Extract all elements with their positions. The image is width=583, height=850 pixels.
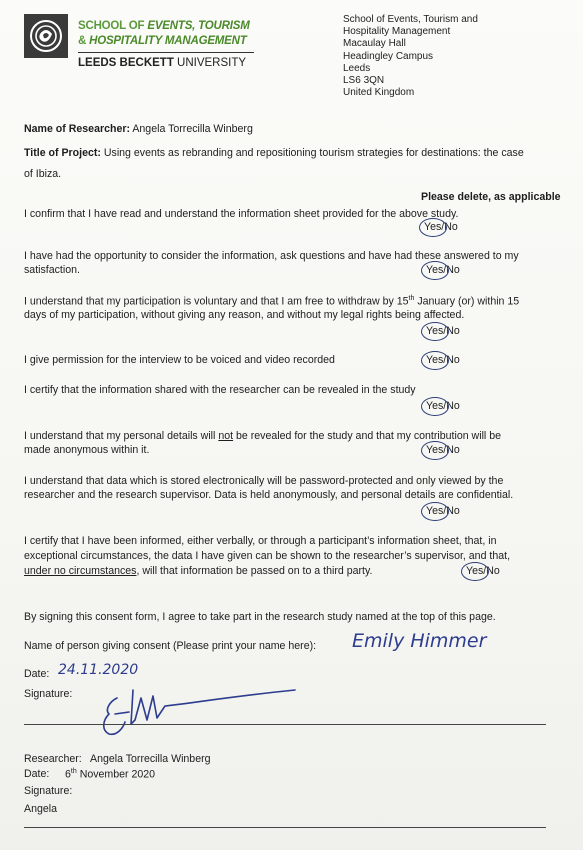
project-title-line2: of Ibiza. xyxy=(24,168,62,180)
yes-no-8: Yes/No xyxy=(466,565,500,577)
address-line: School of Events, Tourism and xyxy=(343,14,478,25)
address-line: Macaulay Hall xyxy=(343,38,406,50)
yes-circle-mark xyxy=(421,441,449,460)
yes-no-1: Yes/No xyxy=(424,221,458,233)
consent-name-handwritten: Emily Himmer xyxy=(352,630,487,652)
statement-7-line2: researcher and the research supervisor. Data is held anonymously, and personal details are confidential. xyxy=(24,489,514,501)
statement-3-line1: I understand that my participation is voluntary and that I am free to withdraw by 15th January (or) within 15 xyxy=(24,295,520,308)
yes-circle-mark xyxy=(421,502,449,521)
statement-6-line2: made anonymous within it. xyxy=(24,444,150,456)
address-line: Leeds xyxy=(343,62,371,74)
logo-school-name-line2: & HOSPITALITY MANAGEMENT xyxy=(78,35,247,47)
address-line: United Kingdom xyxy=(343,87,415,99)
address-line: Hospitality Management xyxy=(343,26,451,38)
yes-no-5: Yes/No xyxy=(426,400,460,412)
yes-circle-mark xyxy=(419,218,447,237)
researcher-footer-label: Researcher: xyxy=(24,753,82,765)
statement-8-line2: exceptional circumstances, the data I have given can be shown to the researcher’s supervisor, and that, xyxy=(24,550,511,562)
yes-circle-mark xyxy=(421,322,449,341)
address-line: Headingley Campus xyxy=(343,50,434,62)
yes-no-4: Yes/No xyxy=(426,354,460,366)
consent-signature-label: Signature: xyxy=(24,688,73,700)
logo-school-name-line1: SCHOOL OF EVENTS, TOURISM xyxy=(78,20,250,32)
statement-7-line1: I understand that data which is stored electronically will be password-protected and only viewed by the xyxy=(24,475,504,487)
university-logo xyxy=(24,14,68,58)
participant-signature-icon xyxy=(95,680,305,740)
school-address xyxy=(343,14,478,99)
statement-6-line1: I understand that my personal details will not be revealed for the study and that my contribution will be xyxy=(24,430,501,442)
researcher-signature-label: Signature: xyxy=(24,785,73,797)
logo-divider xyxy=(78,52,254,53)
researcher-rule xyxy=(24,827,546,828)
rose-emblem-icon xyxy=(24,14,68,58)
statement-1: I confirm that I have read and understand the information sheet provided for the above study. xyxy=(24,208,459,220)
statement-2-line2: satisfaction. xyxy=(24,264,80,276)
researcher-signature-value: Angela xyxy=(24,803,57,815)
delete-as-applicable-note: Please delete, as applicable xyxy=(421,191,561,203)
yes-no-3: Yes/No xyxy=(426,325,460,337)
consent-date-handwritten: 24.11.2020 xyxy=(58,662,139,678)
statement-5: I certify that the information shared with the researcher can be revealed in the study xyxy=(24,384,416,396)
statement-8-line1: I certify that I have been informed, either verbally, or through a participant’s information sheet, that, in xyxy=(24,535,497,547)
yes-circle-mark xyxy=(421,261,449,280)
consent-name-label: Name of person giving consent (Please print your name here): xyxy=(24,640,317,652)
yes-no-6: Yes/No xyxy=(426,444,460,456)
researcher-date-value: 6th November 2020 xyxy=(65,768,156,781)
statement-3-line2: days of my participation, without giving any reason, and without my legal rights being affected. xyxy=(24,309,465,321)
yes-no-2: Yes/No xyxy=(426,264,460,276)
logo-university-name: LEEDS BECKETT UNIVERSITY xyxy=(78,57,247,69)
yes-circle-mark xyxy=(421,397,449,416)
project-title-line1: Title of Project: Using events as rebranding and repositioning tourism strategies for destinations: the case xyxy=(24,147,524,159)
address-line: LS6 3QN xyxy=(343,75,385,87)
yes-no-7: Yes/No xyxy=(426,505,460,517)
researcher-date-label: Date: xyxy=(24,768,50,780)
researcher-name-line: Name of Researcher: Angela Torrecilla Winberg xyxy=(24,123,253,135)
consent-statement: By signing this consent form, I agree to take part in the research study named at the top of this page. xyxy=(24,611,496,623)
statement-2-line1: I have had the opportunity to consider the information, ask questions and have had these answered to my xyxy=(24,250,519,262)
yes-circle-mark xyxy=(421,351,449,370)
signature-rule xyxy=(24,724,546,725)
statement-8-line3: under no circumstances, will that information be passed on to a third party. xyxy=(24,565,373,577)
consent-date-label: Date: xyxy=(24,668,50,680)
statement-4: I give permission for the interview to be voiced and video recorded xyxy=(24,354,335,366)
yes-circle-mark xyxy=(461,562,489,581)
researcher-footer-name: Angela Torrecilla Winberg xyxy=(90,753,211,765)
